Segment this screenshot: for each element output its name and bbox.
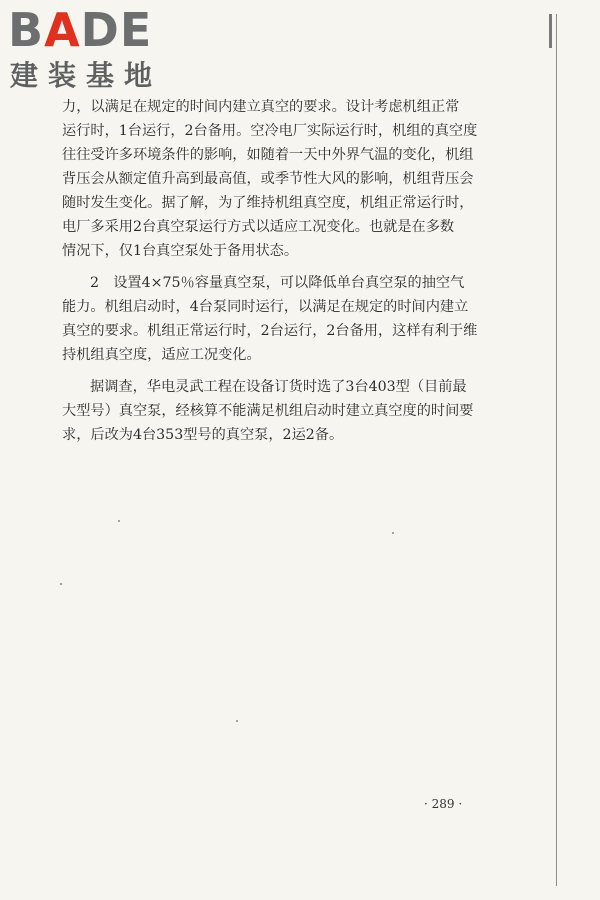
logo-letter-a-accent: A — [44, 3, 81, 57]
scan-speck — [60, 583, 62, 585]
paragraph-1 — [62, 95, 500, 263]
text-line: 随时发生变化。据了解，为了维持机组真空度，机组正常运行时， — [62, 195, 474, 211]
logo-wordmark — [8, 4, 152, 56]
scan-edge-line — [556, 14, 557, 886]
text-line: 力，以满足在规定的时间内建立真空的要求。设计考虑机组正常 — [62, 99, 460, 115]
logo-chinese-name: 建装基地 — [10, 59, 163, 92]
text-line: 往往受许多环境条件的影响，如随着一天中外界气温的变化，机组 — [62, 147, 474, 163]
text-line: 情况下，仅1台真空泵处于备用状态。 — [62, 243, 299, 259]
paragraph-2 — [62, 271, 500, 367]
text-line: 电厂多采用2台真空泵运行方式以适应工况变化。也就是在多数 — [62, 219, 455, 235]
body-text — [62, 95, 500, 447]
text-line: 真空的要求。机组正常运行时，2台运行，2台备用，这样有利于维 — [62, 323, 478, 339]
text-line: 背压会从额定值升高到最高值，或季节性大风的影响，机组背压会 — [62, 171, 474, 187]
paragraph-gap — [62, 367, 500, 375]
logo-letters-de: DE — [80, 3, 153, 57]
watermark-logo — [8, 4, 178, 92]
text-line: 持机组真空度，适应工况变化。 — [62, 347, 261, 363]
text-line: 求，后改为4台353型号的真空泵，2运2备。 — [62, 427, 344, 443]
paragraph-3 — [62, 375, 500, 447]
text-line: 能力。机组启动时，4台泵同时运行，以满足在规定的时间内建立 — [62, 299, 469, 315]
text-line: 据调查，华电灵武工程在设备订货时选了3台403型（目前最 — [90, 379, 467, 395]
logo-letter-b: B — [8, 3, 45, 57]
scan-speck — [236, 720, 238, 722]
scan-edge-mark — [549, 14, 552, 48]
text-line: 运行时，1台运行，2台备用。空冷电厂实际运行时，机组的真空度 — [62, 123, 478, 139]
page-number: · 289 · — [424, 797, 463, 811]
text-line: 2 设置4×75％容量真空泵，可以降低单台真空泵的抽空气 — [90, 275, 465, 291]
scan-speck — [118, 520, 120, 522]
scan-speck — [392, 532, 394, 534]
text-line: 大型号）真空泵，经核算不能满足机组启动时建立真空度的时间要 — [62, 403, 474, 419]
paragraph-gap — [62, 263, 500, 271]
